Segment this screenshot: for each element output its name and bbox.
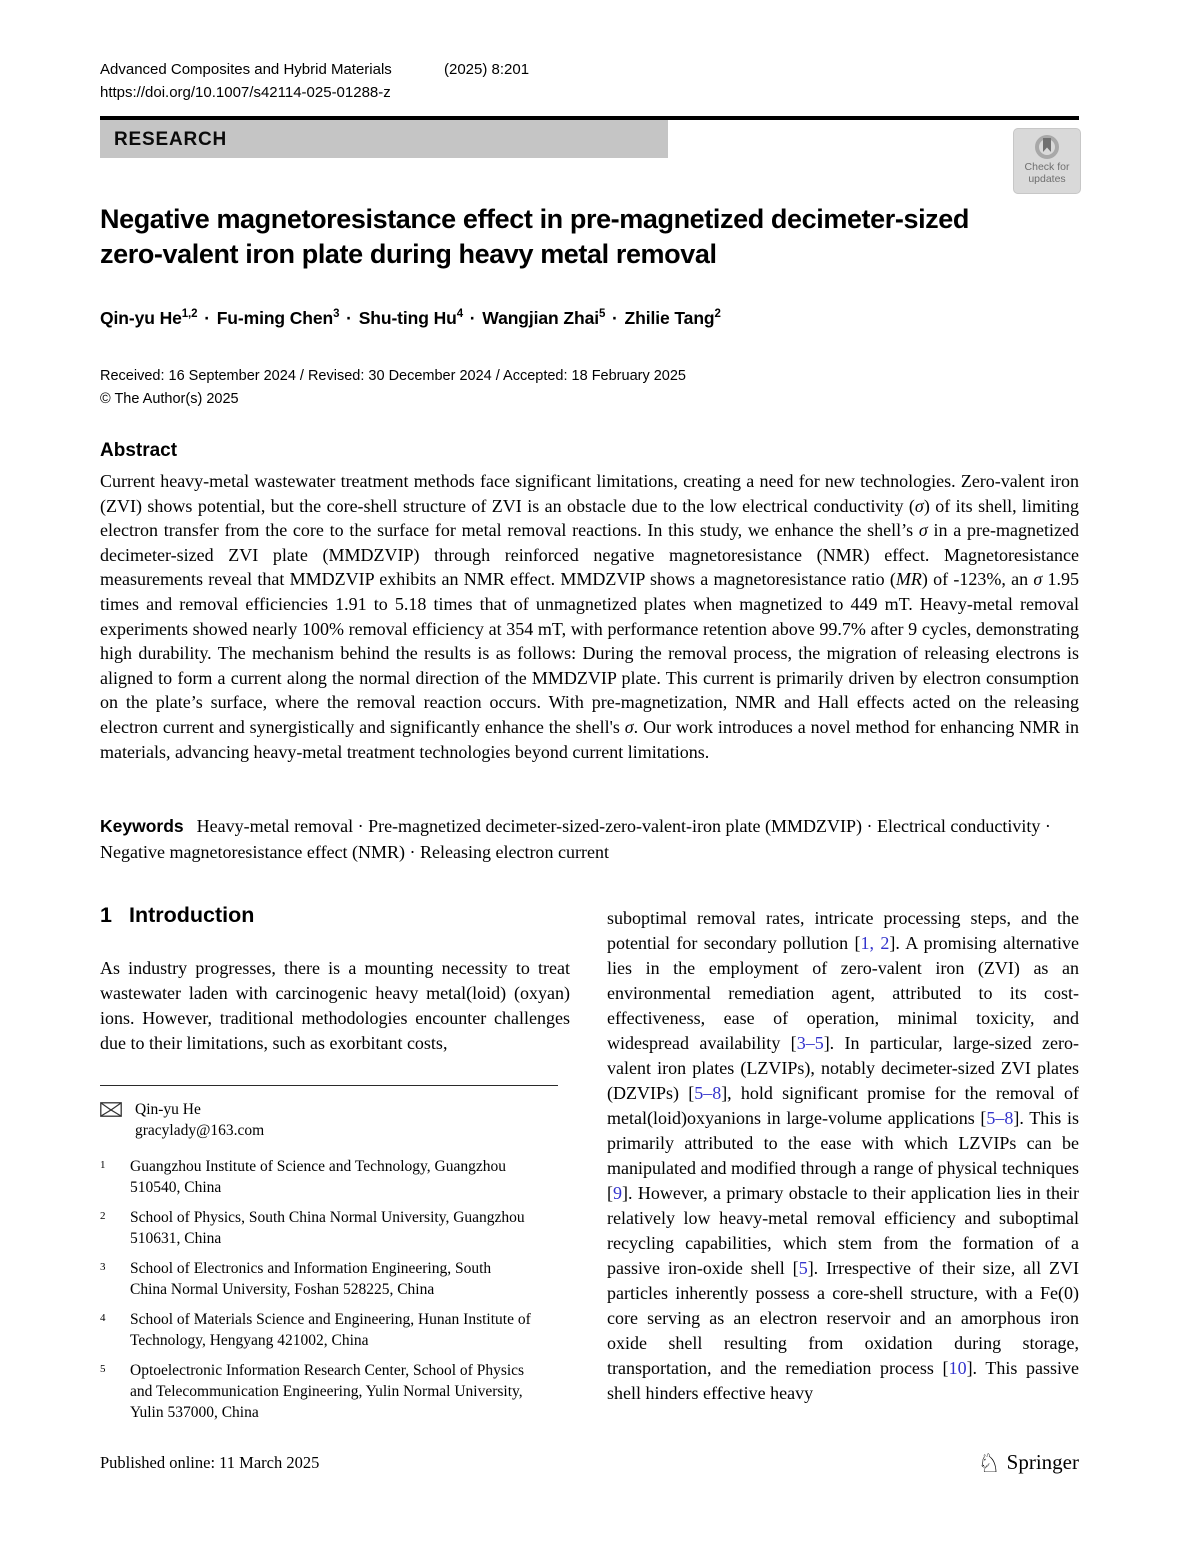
- check-updates-label: [1014, 161, 1080, 185]
- affiliation-item: [100, 1156, 558, 1198]
- abstract-text: Current heavy-metal wastewater treatment methods face significant limitations, creating a need for new technologies. Zero-valent iron (ZVI) shows potential, but the core-shell structure of ZVI is an obstacle due to the low electrical conductivity (σ) of its shell, limiting electron transfer from the core to the surface for metal removal reactions. In this study, we enhance the shell’s σ in a pre-magnetized decimeter-sized ZVI plate (MMDZVIP) through reinforced negative magnetoresistance (NMR) effect. Magnetoresistance measurements reveal that MMDZVIP exhibits an NMR effect. MMDZVIP shows a magnetoresistance ratio (MR) of -123%, an σ 1.95 times and removal efficiencies 1.91 to 5.18 times that of unmagnetized plates when magnetized to 449 mT. Heavy-metal removal experiments showed nearly 100% removal efficiency at 354 mT, with performance retention above 99.7% after 9 cycles, demonstrating high durability. The mechanism behind the results is as follows: During the removal process, the migration of releasing electrons is aligned to form a current along the normal direction of the MMDZVIP plate. This current is primarily driven by electron consumption on the plate’s surface, where the removal reaction occurs. With pre-magnetization, NMR and Hall effects acted on the releasing electron current and synergistically and significantly enhance the shell's σ. Our work introduces a novel method for enhancing NMR in materials, advancing heavy-metal treatment technologies beyond current limitations.: [100, 471, 1080, 762]
- envelope-icon: [100, 1102, 122, 1117]
- affiliation-text: Optoelectronic Information Research Center, School of Physics and Telecommunication Engineering, Yulin Normal University, Yulin 537000, China: [130, 1362, 525, 1421]
- check-updates-line1: Check for: [1024, 161, 1070, 173]
- affiliation-list: [100, 1156, 558, 1423]
- correspondence-name: Qin-yu He: [135, 1101, 201, 1118]
- author-separator: ·: [465, 308, 481, 328]
- check-updates-icon: [1035, 135, 1059, 159]
- affiliation-item: [100, 1207, 558, 1249]
- right-column: [607, 906, 1079, 1406]
- author-name: Zhilie Tang$^2$: [624, 308, 721, 328]
- author-affiliation-sup: 4: [456, 308, 464, 321]
- affiliation-text: School of Materials Science and Engineering, Hunan Institute of Technology, Hengyang 421002, China: [130, 1311, 531, 1349]
- introduction-heading: [100, 903, 570, 928]
- author-affiliation-sup: 5: [598, 308, 606, 321]
- page-header: [100, 58, 529, 104]
- intro-paragraph-left: As industry progresses, there is a mounting necessity to treat wastewater laden with carcinogenic heavy metal(loid) (oxyan) ions. However, traditional methodologies encounter challenges due to their limitations, such as exorbitant costs,: [100, 958, 570, 1053]
- section-title: Introduction: [128, 903, 255, 927]
- keywords-text: Heavy-metal removal · Pre-magnetized decimeter-sized-zero-valent-iron plate (MMDZVIP) · Electrical conductivity · Negative magnetoresistance effect (NMR) · Releasing electron current: [100, 816, 1051, 862]
- author-separator: ·: [607, 308, 623, 328]
- affiliation-number: 1: [100, 1159, 106, 1171]
- affiliation-text: School of Physics, South China Normal University, Guangzhou 510631, China: [130, 1209, 525, 1247]
- received-revised-accepted: Received: 16 September 2024 / Revised: 30 December 2024 / Accepted: 18 February 2025: [100, 368, 686, 384]
- affiliation-number: 3: [100, 1261, 106, 1273]
- footnote-rule: [100, 1085, 558, 1086]
- article-type-banner: RESEARCH: [100, 120, 668, 158]
- left-column: [100, 903, 570, 1056]
- affiliation-item: [100, 1360, 558, 1423]
- affiliation-text: Guangzhou Institute of Science and Technology, Guangzhou 510540, China: [130, 1158, 506, 1196]
- author-separator: ·: [199, 308, 215, 328]
- author-list: [100, 308, 721, 329]
- article-title: [100, 202, 969, 272]
- copyright-line: © The Author(s) 2025: [100, 391, 239, 407]
- check-updates-line2: updates: [1028, 173, 1066, 185]
- author-name: Shu-ting Hu$^4$: [358, 308, 464, 328]
- author-affiliation-sup: 1,2: [181, 308, 198, 321]
- intro-paragraph-right: suboptimal removal rates, intricate processing steps, and the potential for secondary pollution [1, 2]. A promising alternative lies in the employment of zero-valent iron (ZVI) as an environmental remediation agent, attributed to its cost-effectiveness, ease of operation, minimal toxicity, and widespread availability [3–5]. In particular, large-sized zero-valent iron plates (LZVIPs), notably decimeter-sized ZVI plates (DZVIPs) [5–8], hold significant promise for the removal of metal(loid)oxyanions in large-volume applications [5–8]. This is primarily attributed to the ease with which LZVIPs can be manipulated and modified through a range of physical techniques [9]. However, a primary obstacle to their application lies in their relatively low heavy-metal removal efficiency and suboptimal recycling capabilities, which stem from the formation of a passive iron-oxide shell [5]. Irrespective of their size, all ZVI particles inherently possess a core-shell structure, with a Fe(0) core serving as an electron reservoir and an amorphous iron oxide shell resulting from oxidation during storage, transportation, and the remediation process [10]. This passive shell hinders effective heavy: [607, 908, 1079, 1403]
- author-separator: ·: [341, 308, 357, 328]
- abstract-heading: Abstract: [100, 440, 178, 461]
- journal-line: [100, 58, 529, 81]
- springer-horse-icon: ♘: [977, 1449, 1001, 1478]
- correspondence-block: [100, 1099, 558, 1141]
- page-footer: [100, 1449, 1079, 1478]
- author-name: Qin-yu He$^{1,2}$: [100, 308, 198, 328]
- citation-link[interactable]: 9: [613, 1183, 622, 1203]
- check-for-updates-badge[interactable]: [1013, 128, 1081, 194]
- citation-link[interactable]: 10: [948, 1358, 967, 1378]
- affiliation-text: School of Electronics and Information Engineering, South China Normal University, Foshan 528225, China: [130, 1260, 492, 1298]
- publisher-name: Springer: [1006, 1450, 1079, 1474]
- published-online: Published online: 11 March 2025: [100, 1452, 320, 1472]
- affiliation-item: [100, 1258, 558, 1300]
- journal-issue: (2025) 8:201: [443, 61, 530, 78]
- publisher-logo: [977, 1449, 1079, 1478]
- abstract-section: [100, 440, 1079, 764]
- citation-link[interactable]: 3–5: [796, 1033, 824, 1053]
- footnotes-block: [100, 1085, 558, 1432]
- doi-link[interactable]: https://doi.org/10.1007/s42114-025-01288-z: [100, 84, 391, 101]
- author-affiliation-sup: 2: [714, 308, 721, 321]
- correspondence-email[interactable]: gracylady@163.com: [135, 1122, 265, 1139]
- author-name: Wangjian Zhai$^5$: [482, 308, 606, 328]
- citation-link[interactable]: 5: [798, 1258, 808, 1278]
- journal-name: Advanced Composites and Hybrid Materials: [100, 61, 392, 78]
- article-title-line1: Negative magnetoresistance effect in pre-magnetized decimeter-sized: [100, 204, 969, 234]
- citation-link[interactable]: 5–8: [986, 1108, 1014, 1128]
- citation-link[interactable]: 1, 2: [860, 933, 890, 953]
- author-affiliation-sup: 3: [333, 308, 340, 321]
- keywords-section: [100, 814, 1079, 865]
- affiliation-item: [100, 1309, 558, 1351]
- section-number: 1: [100, 903, 112, 927]
- affiliation-number: 2: [100, 1210, 106, 1222]
- citation-link[interactable]: 5–8: [694, 1083, 722, 1103]
- correspondence-text: [135, 1099, 264, 1141]
- affiliation-number: 5: [100, 1363, 106, 1375]
- article-history: [100, 365, 686, 411]
- article-title-line2: zero-valent iron plate during heavy metal removal: [100, 239, 717, 269]
- author-name: Fu-ming Chen$^3$: [216, 308, 340, 328]
- keywords-label: Keywords: [100, 816, 184, 836]
- affiliation-number: 4: [100, 1312, 106, 1324]
